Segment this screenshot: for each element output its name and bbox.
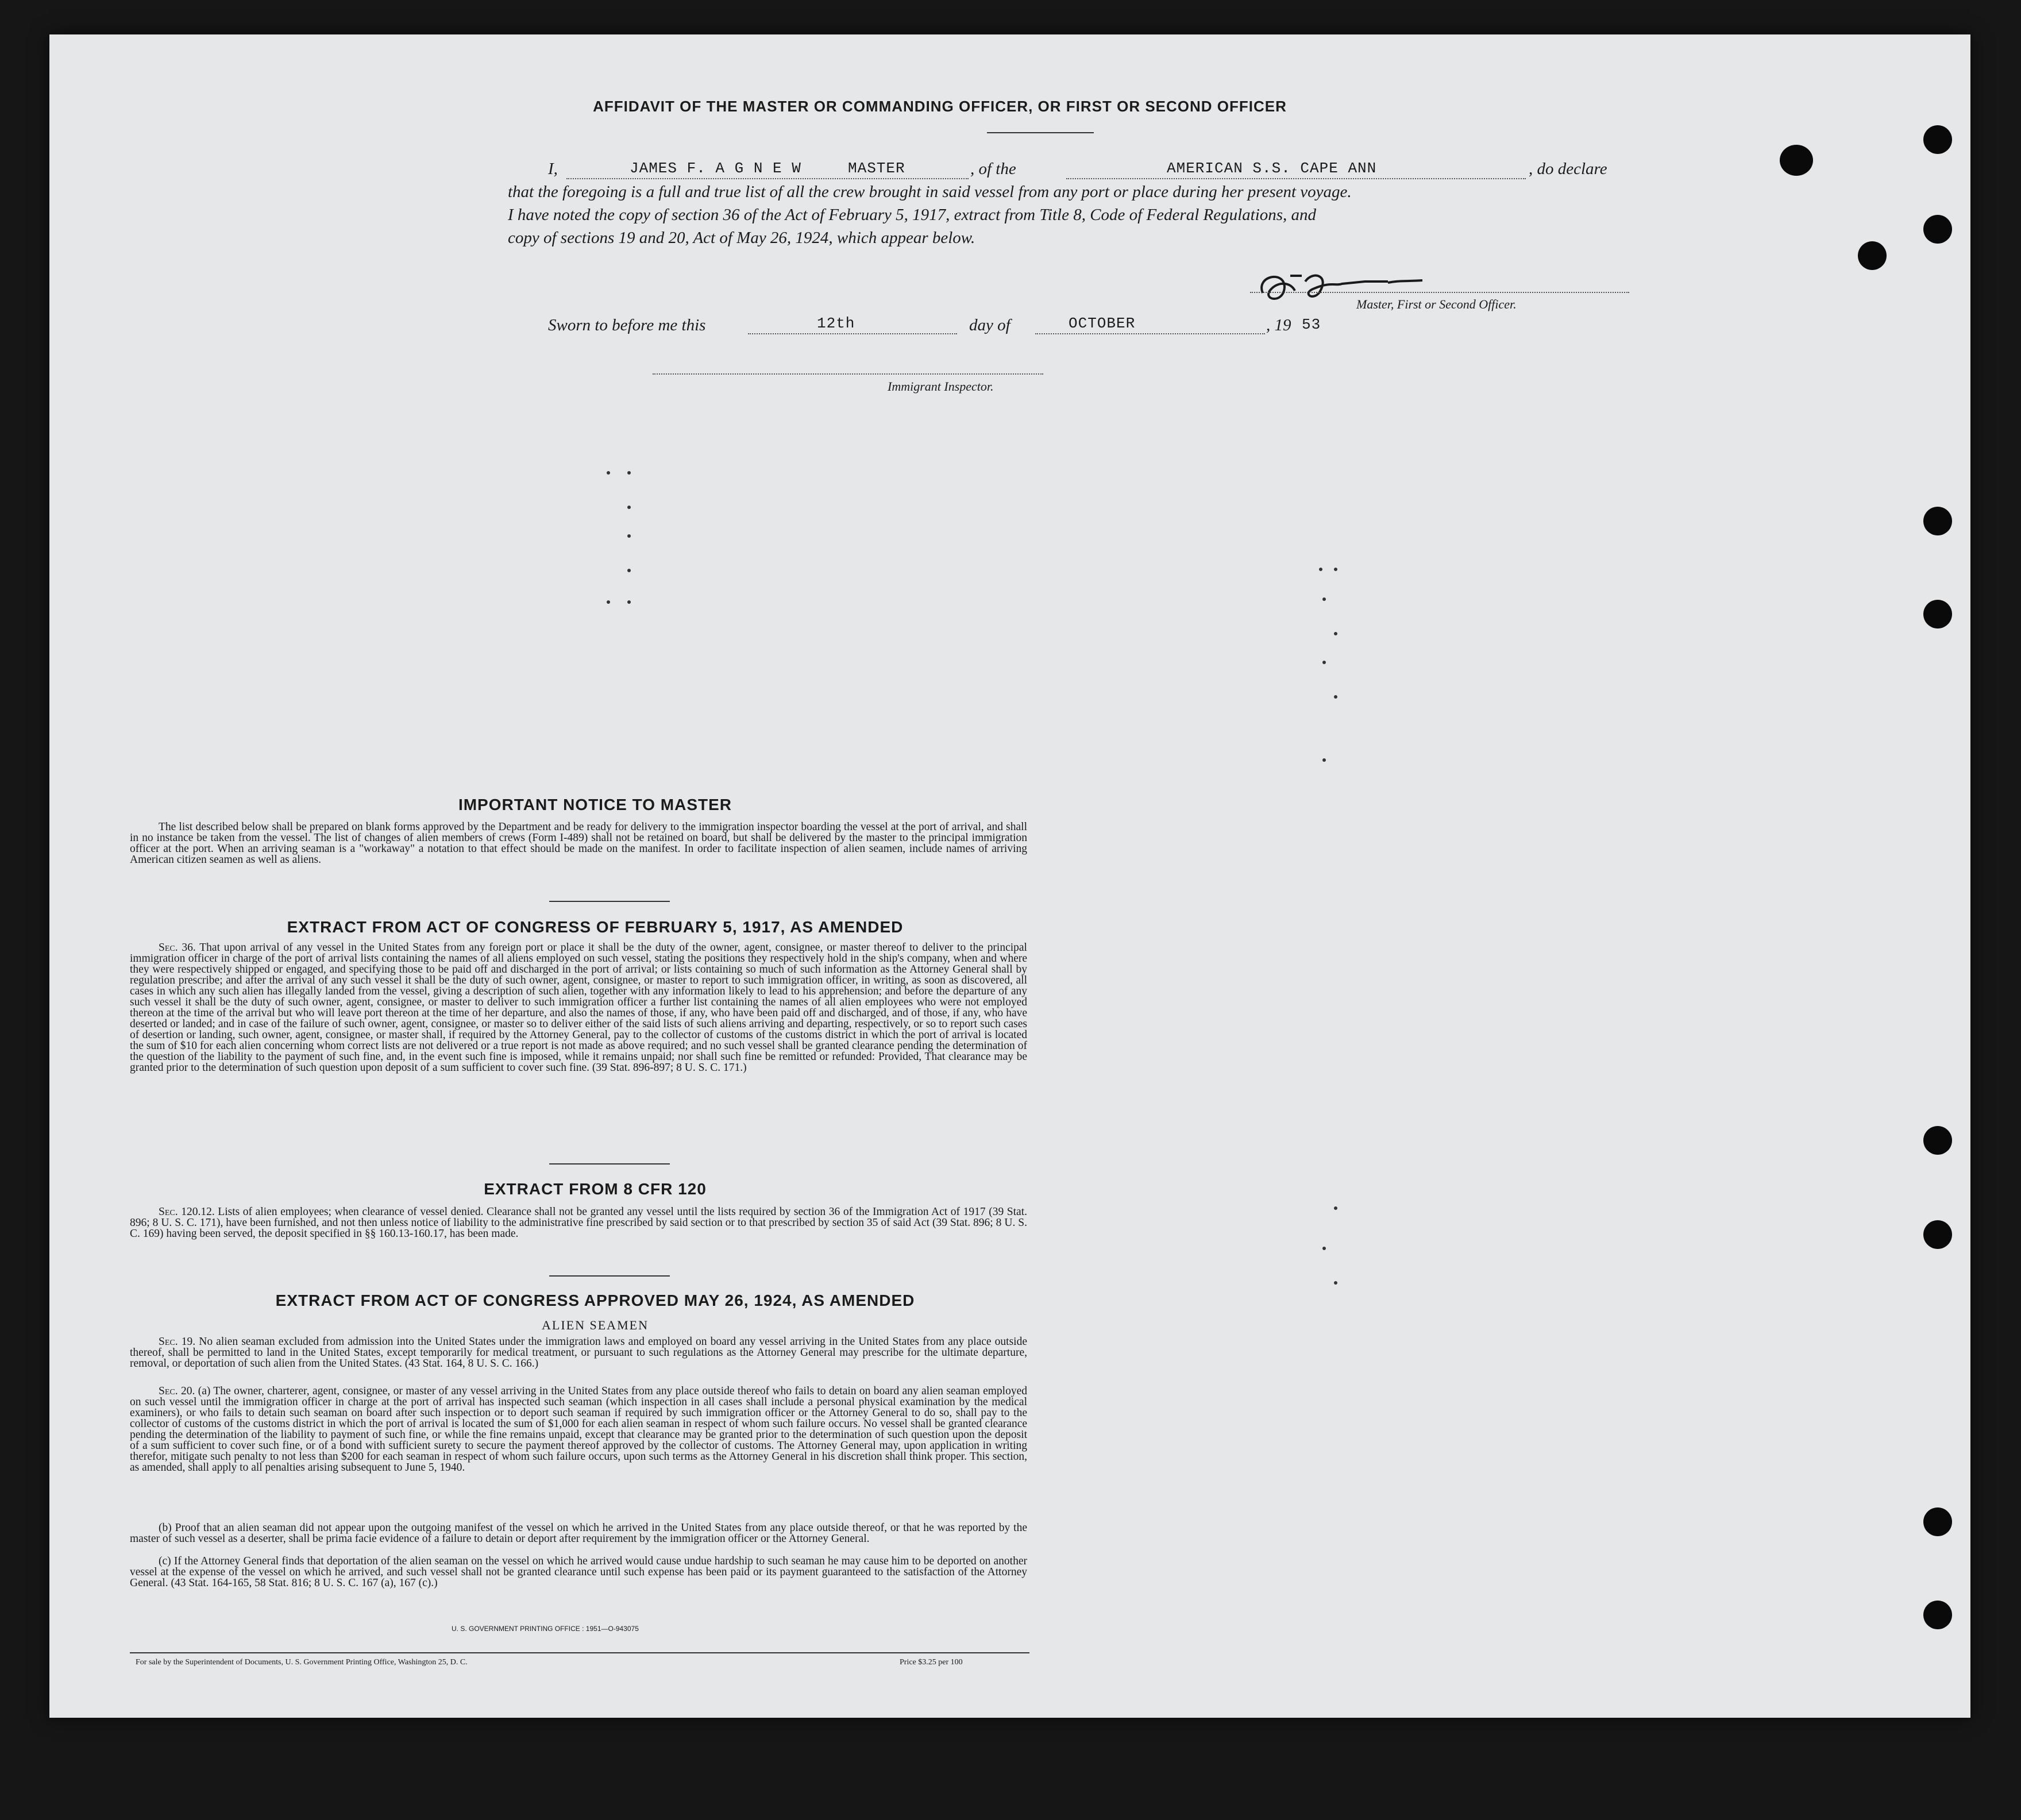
printing-office: U. S. GOVERNMENT PRINTING OFFICE : 1951—O-943075 bbox=[452, 1625, 639, 1633]
cfr-section: Sec. 120.12. bbox=[159, 1206, 215, 1218]
of-the-text: , of the bbox=[970, 160, 1016, 178]
binder-hole bbox=[1780, 145, 1813, 176]
sworn-year: 53 bbox=[1302, 316, 1321, 333]
binder-hole bbox=[1923, 600, 1952, 628]
document-page bbox=[49, 34, 1970, 1718]
binder-hole bbox=[1923, 125, 1952, 154]
price-text: Price $3.25 per 100 bbox=[900, 1658, 963, 1667]
title-rule bbox=[987, 132, 1094, 133]
sec19-text: No alien seaman excluded from admission into the United States under the immigration laws and employed on board any vessel arriving in the United States from any place outside thereof, shall be permitted to land in the United States, except temporarily for medical treatment, or pursuant to such regulations as the Attorney General may prescribe for the ultimate departure, removal, or deportation of such alien from the United States. (43 Stat. 164, 8 U. S. C. 166.) bbox=[130, 1336, 1027, 1370]
sworn-day: 12th bbox=[817, 315, 855, 332]
signature-caption: Master, First or Second Officer. bbox=[1356, 297, 1517, 311]
cfr-body bbox=[130, 1206, 1027, 1239]
binder-hole bbox=[1923, 1126, 1952, 1155]
act-1917-body bbox=[130, 942, 1027, 1073]
notice-title: IMPORTANT NOTICE TO MASTER bbox=[458, 796, 732, 813]
act-1917-section: Sec. 36. bbox=[159, 942, 196, 954]
sec20a-body bbox=[130, 1386, 1027, 1473]
declaration-line-2: that the foregoing is a full and true list of all the crew brought in said vessel from any port or place during her present voyage. bbox=[508, 183, 1352, 201]
sec19-label: Sec. 19. bbox=[159, 1336, 196, 1348]
act-1917-text: That upon arrival of any vessel in the United States from any foreign port or place it shall be the duty of the owner, agent, consignee, or master thereof to deliver to the principal immigration officer in charge of the port of arrival lists containing the names of all aliens employed on such vessel, stating the positions they respectively hold in the ship's company, when and where they were respectively shipped or engaged, and specifying those to be paid off and discharged in the port of arrival; or lists containing so much of such information as the Attorney General shall by regulation prescribe; and after the arrival of any such vessel it shall be the duty of such owner, agent, consignee, or master to report to such immigration officer, in writing, as soon as discovered, all cases in which any such alien has illegally landed from the vessel, giving a description of such alien, together with any information likely to lead to his apprehension; and before the departure of any such vessel it shall be the duty of such owner, agent, consignee, or master to deliver to such immigration officer a further list containing the names of all alien employees who were not employed thereon at the time of the arrival but who will leave port thereon at the time of her departure, and also the names of those, if any, who have been paid off and discharged, and of those, if any, who have deserted or landed; and in case of the failure of such owner, agent, consignee, or master so to deliver either of the said lists of such aliens arriving and departing, respectively, or so to report such cases of desertion or landing, such owner, agent, consignee, or master shall, if required by the Attorney General, pay to the collector of customs of the customs district in which the port of arrival is located the sum of $10 for each alien concerning whom correct lists are not delivered or a true report is not made as above required; and no such vessel shall be granted clearance pending the determination of the question of the liability to the payment of such fine, and, in the event such fine is imposed, while it remains unpaid; nor shall such fine be remitted or refunded: Provided, That clearance may be granted prior to the determination of such question upon deposit of a sum sufficient to cover such fine. (39 Stat. 896-897; 8 U. S. C. 171.) bbox=[130, 942, 1027, 1074]
signature-line bbox=[1250, 292, 1629, 293]
do-declare-text: , do declare bbox=[1529, 160, 1607, 178]
declaration-line-3: I have noted the copy of section 36 of the Act of February 5, 1917, extract from Title 8, Code of Federal Regulations, and bbox=[508, 206, 1317, 224]
sec20-label: Sec. 20. bbox=[159, 1385, 195, 1397]
master-rank: MASTER bbox=[848, 160, 905, 177]
notice-rule bbox=[549, 901, 670, 902]
act-1924-subtitle: ALIEN SEAMEN bbox=[542, 1318, 649, 1332]
day-field bbox=[748, 314, 957, 334]
inspector-caption: Immigrant Inspector. bbox=[888, 379, 994, 394]
affidavit-title: AFFIDAVIT OF THE MASTER OR COMMANDING OFFICER, OR FIRST OR SECOND OFFICER bbox=[593, 98, 1287, 115]
day-of-text: day of bbox=[969, 316, 1010, 334]
footer-rule bbox=[130, 1652, 1029, 1653]
master-name: JAMES F. A G N E W bbox=[630, 160, 801, 177]
notice-text: The list described below shall be prepared on blank forms approved by the Department and be ready for delivery to the immigration inspector boarding the vessel at the port of arrival, and shall in no instance be taken from the vessel. The list of changes of alien members of crews (Form I-489) shall not be retained on board, but shall be delivered by the master to the principal immigration officer at the port. When an arriving seaman is a "workaway" a notation to that effect should be made on the manifest. In order to facilitate inspection of alien seamen, include names of arriving American citizen seamen as well as aliens. bbox=[130, 821, 1027, 866]
binder-hole bbox=[1923, 215, 1952, 244]
sec20b-text: (b) Proof that an alien seaman did not appear upon the outgoing manifest of the vessel on which he arrived in the United States from any place outside thereof, or that he was reported by the master of such vessel as a deserter, shall be prima facie evidence of a failure to detain or deport after requirement by the immigration officer or the Attorney General. bbox=[130, 1522, 1027, 1545]
inspector-signature-line bbox=[653, 373, 1043, 375]
for-sale-text: For sale by the Superintendent of Documents, U. S. Government Printing Office, Washington 25, D. C. bbox=[136, 1658, 468, 1667]
sworn-month: OCTOBER bbox=[1069, 315, 1136, 332]
declaration-i: I, bbox=[548, 160, 558, 178]
year-prefix: , 19 bbox=[1266, 316, 1291, 334]
binder-hole bbox=[1923, 1220, 1952, 1249]
name-field bbox=[566, 159, 969, 179]
binder-hole bbox=[1858, 241, 1887, 270]
declaration-line-4: copy of sections 19 and 20, Act of May 26, 1924, which appear below. bbox=[508, 229, 975, 247]
vessel-name: AMERICAN S.S. CAPE ANN bbox=[1167, 160, 1377, 177]
sec19-body bbox=[130, 1336, 1027, 1369]
binder-hole bbox=[1923, 1601, 1952, 1629]
cfr-title: EXTRACT FROM 8 CFR 120 bbox=[484, 1180, 707, 1198]
act-1917-rule bbox=[549, 1163, 670, 1165]
sec20c-text: (c) If the Attorney General finds that deportation of the alien seaman on the vessel on which he arrived would cause undue hardship to such seaman he may cause him to be deported on another vessel at the expense of the vessel on which he arrived, and such vessel shall not be granted clearance until such expense has been paid or its payment guaranteed to the satisfaction of the Attorney General. (43 Stat. 164-165, 58 Stat. 816; 8 U. S. C. 167 (a), 167 (c).) bbox=[130, 1555, 1027, 1589]
act-1924-title: EXTRACT FROM ACT OF CONGRESS APPROVED MAY 26, 1924, AS AMENDED bbox=[275, 1291, 915, 1309]
binder-hole bbox=[1923, 507, 1952, 535]
sworn-text: Sworn to before me this bbox=[548, 316, 706, 334]
vessel-field bbox=[1066, 159, 1526, 179]
binder-hole bbox=[1923, 1507, 1952, 1536]
cfr-rule bbox=[549, 1275, 670, 1277]
sec20a-text: (a) The owner, charterer, agent, consignee, or master of any vessel arriving in the United States from any place outside thereof who fails to detain on board any alien seaman employed on such vessel until the immigration officer in charge at the port of arrival has inspected such seaman (which inspection in all cases shall include a personal physical examination by the medical examiners), or who fails to detain such seaman on board after such inspection or to deport such seaman if required by such immigration officer or the Attorney General to do so, shall pay to the collector of customs of the customs district in which the port of arrival is located the sum of $1,000 for each alien seaman in respect of whom such failure occurs. No vessel shall be granted clearance pending the determination of the liability to payment of such fine, or while the fine remains unpaid, except that clearance may be granted prior to the determination of such question upon the deposit of a sum sufficient to cover such fine, or of a bond with sufficient surety to secure the payment thereof approved by the collector of customs. The Attorney General may, upon application in writing therefor, mitigate such penalty to not less than $200 for each seaman in respect of whom such failure occurs, upon such terms as the Attorney General in his discretion shall think proper. This section, as amended, shall apply to all penalties arising subsequent to June 5, 1940. bbox=[130, 1385, 1027, 1474]
act-1917-title: EXTRACT FROM ACT OF CONGRESS OF FEBRUARY 5, 1917, AS AMENDED bbox=[287, 918, 904, 936]
cfr-text: Lists of alien employees; when clearance of vessel denied. Clearance shall not be granted any vessel until the lists required by section 36 of the Immigration Act of 1917 (39 Stat. 896; 8 U. S. C. 171), have been furnished, and not then unless notice of liability to the administrative fine prescribed by said section or to that prescribed by section 35 of said Act (39 Stat. 896; 8 U. S. C. 169) having been served, the deposit specified in §§ 160.13-160.17, has been made. bbox=[130, 1206, 1027, 1240]
month-field bbox=[1035, 314, 1265, 334]
